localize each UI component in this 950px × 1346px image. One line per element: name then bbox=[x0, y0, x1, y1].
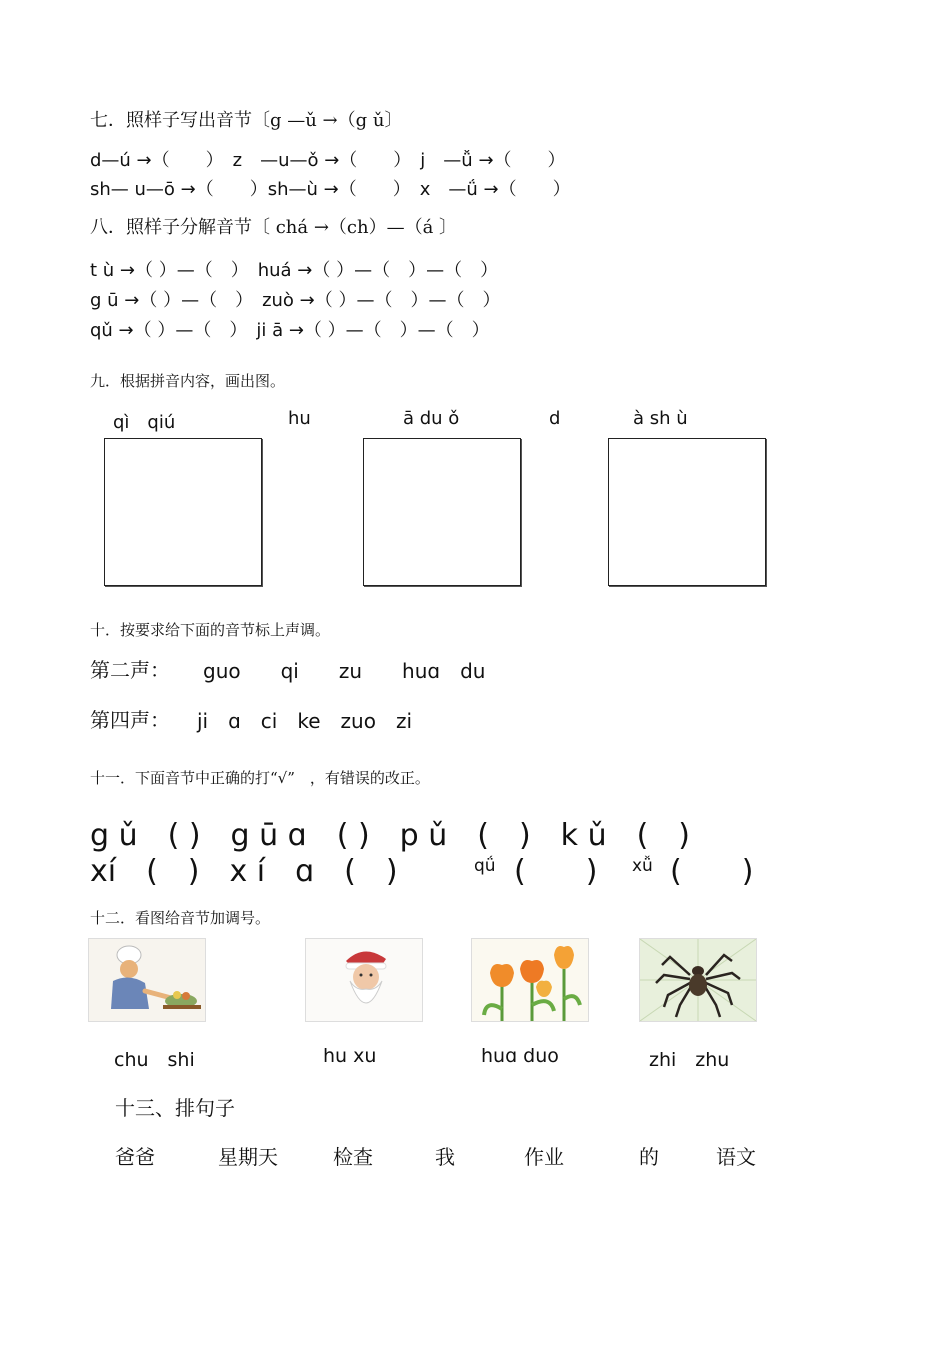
flowers-image bbox=[471, 938, 589, 1022]
tone-4-items: ji ɑ ci ke zuo zi bbox=[197, 709, 412, 733]
draw-label-3: ā du ǒ bbox=[403, 408, 460, 429]
section-8-row-1: t ù →（ ）—（ ） huá →（ ）—（ ）—（ ） bbox=[90, 260, 499, 281]
section-8-row-3: qǔ →（ ）—（ ） ji ā →（ ）—（ ）—（ ） bbox=[90, 320, 490, 341]
word-7: 语文 bbox=[716, 1145, 756, 1169]
drawing-box-1[interactable] bbox=[104, 438, 262, 586]
word-4: 我 bbox=[435, 1145, 455, 1169]
caption-spider: zhi zhu bbox=[649, 1049, 730, 1071]
spider-image bbox=[639, 938, 757, 1022]
section-11-title: 十一．下面音节中正确的打“√” ，有错误的改正。 bbox=[90, 769, 430, 787]
check-row-1: g ǔ ( ) g ū ɑ ( ) p ǔ ( ) k ǔ ( ) bbox=[90, 818, 690, 853]
caption-chef: chu shi bbox=[114, 1049, 195, 1071]
tone-2-items: guo qi zu huɑ du bbox=[203, 659, 486, 683]
section-8-row-2: g ū →（ ）—（ ） zuò →（ ）—（ ）—（ ） bbox=[90, 290, 501, 311]
section-9-title: 九．根据拼音内容，画出图。 bbox=[90, 372, 286, 390]
section-8-title: 八．照样子分解音节〔 chá →（ch）—（á 〕 bbox=[90, 217, 458, 238]
section-10-title: 十．按要求给下面的音节标上声调。 bbox=[90, 621, 331, 639]
word-3: 检查 bbox=[333, 1145, 373, 1169]
tone-2-label: 第二声： bbox=[90, 658, 170, 682]
draw-label-5: à sh ù bbox=[633, 408, 688, 429]
check-row-2: xí ( ) x í ɑ ( ) bbox=[90, 854, 398, 889]
word-2: 星期天 bbox=[218, 1145, 278, 1169]
drawing-box-3[interactable] bbox=[608, 438, 766, 586]
tone-4-label: 第四声： bbox=[90, 708, 170, 732]
caption-beard: hu xu bbox=[323, 1045, 377, 1067]
check-item-xu: xǚ bbox=[632, 856, 653, 876]
section-7-row-1: d—ú →（ ） z —u—ǒ →（ ） j —ǚ →（ ） bbox=[90, 150, 566, 171]
chef-image bbox=[88, 938, 206, 1022]
check-item-qu: qǘ bbox=[474, 856, 496, 876]
draw-label-1: qì qiú bbox=[113, 412, 176, 433]
section-7-title: 七．照样子写出音节〔g —ǔ →（g ǔ〕 bbox=[90, 110, 403, 131]
section-12-title: 十二．看图给音节加调号。 bbox=[90, 909, 271, 927]
draw-label-2: hu bbox=[288, 408, 311, 429]
check-paren-qu: ( ) bbox=[514, 854, 598, 889]
drawing-box-2[interactable] bbox=[363, 438, 521, 586]
caption-flowers: huɑ duo bbox=[481, 1045, 559, 1067]
draw-label-4: d bbox=[549, 408, 561, 429]
section-7-row-2: sh— u—ō →（ ）sh—ù →（ ） x —ǘ →（ ） bbox=[90, 179, 571, 200]
grandpa-beard-image bbox=[305, 938, 423, 1022]
section-13-title: 十三、排句子 bbox=[115, 1096, 235, 1120]
check-paren-xu: ( ) bbox=[670, 854, 754, 889]
word-5: 作业 bbox=[524, 1145, 564, 1169]
word-1: 爸爸 bbox=[115, 1145, 155, 1169]
word-6: 的 bbox=[639, 1145, 659, 1169]
